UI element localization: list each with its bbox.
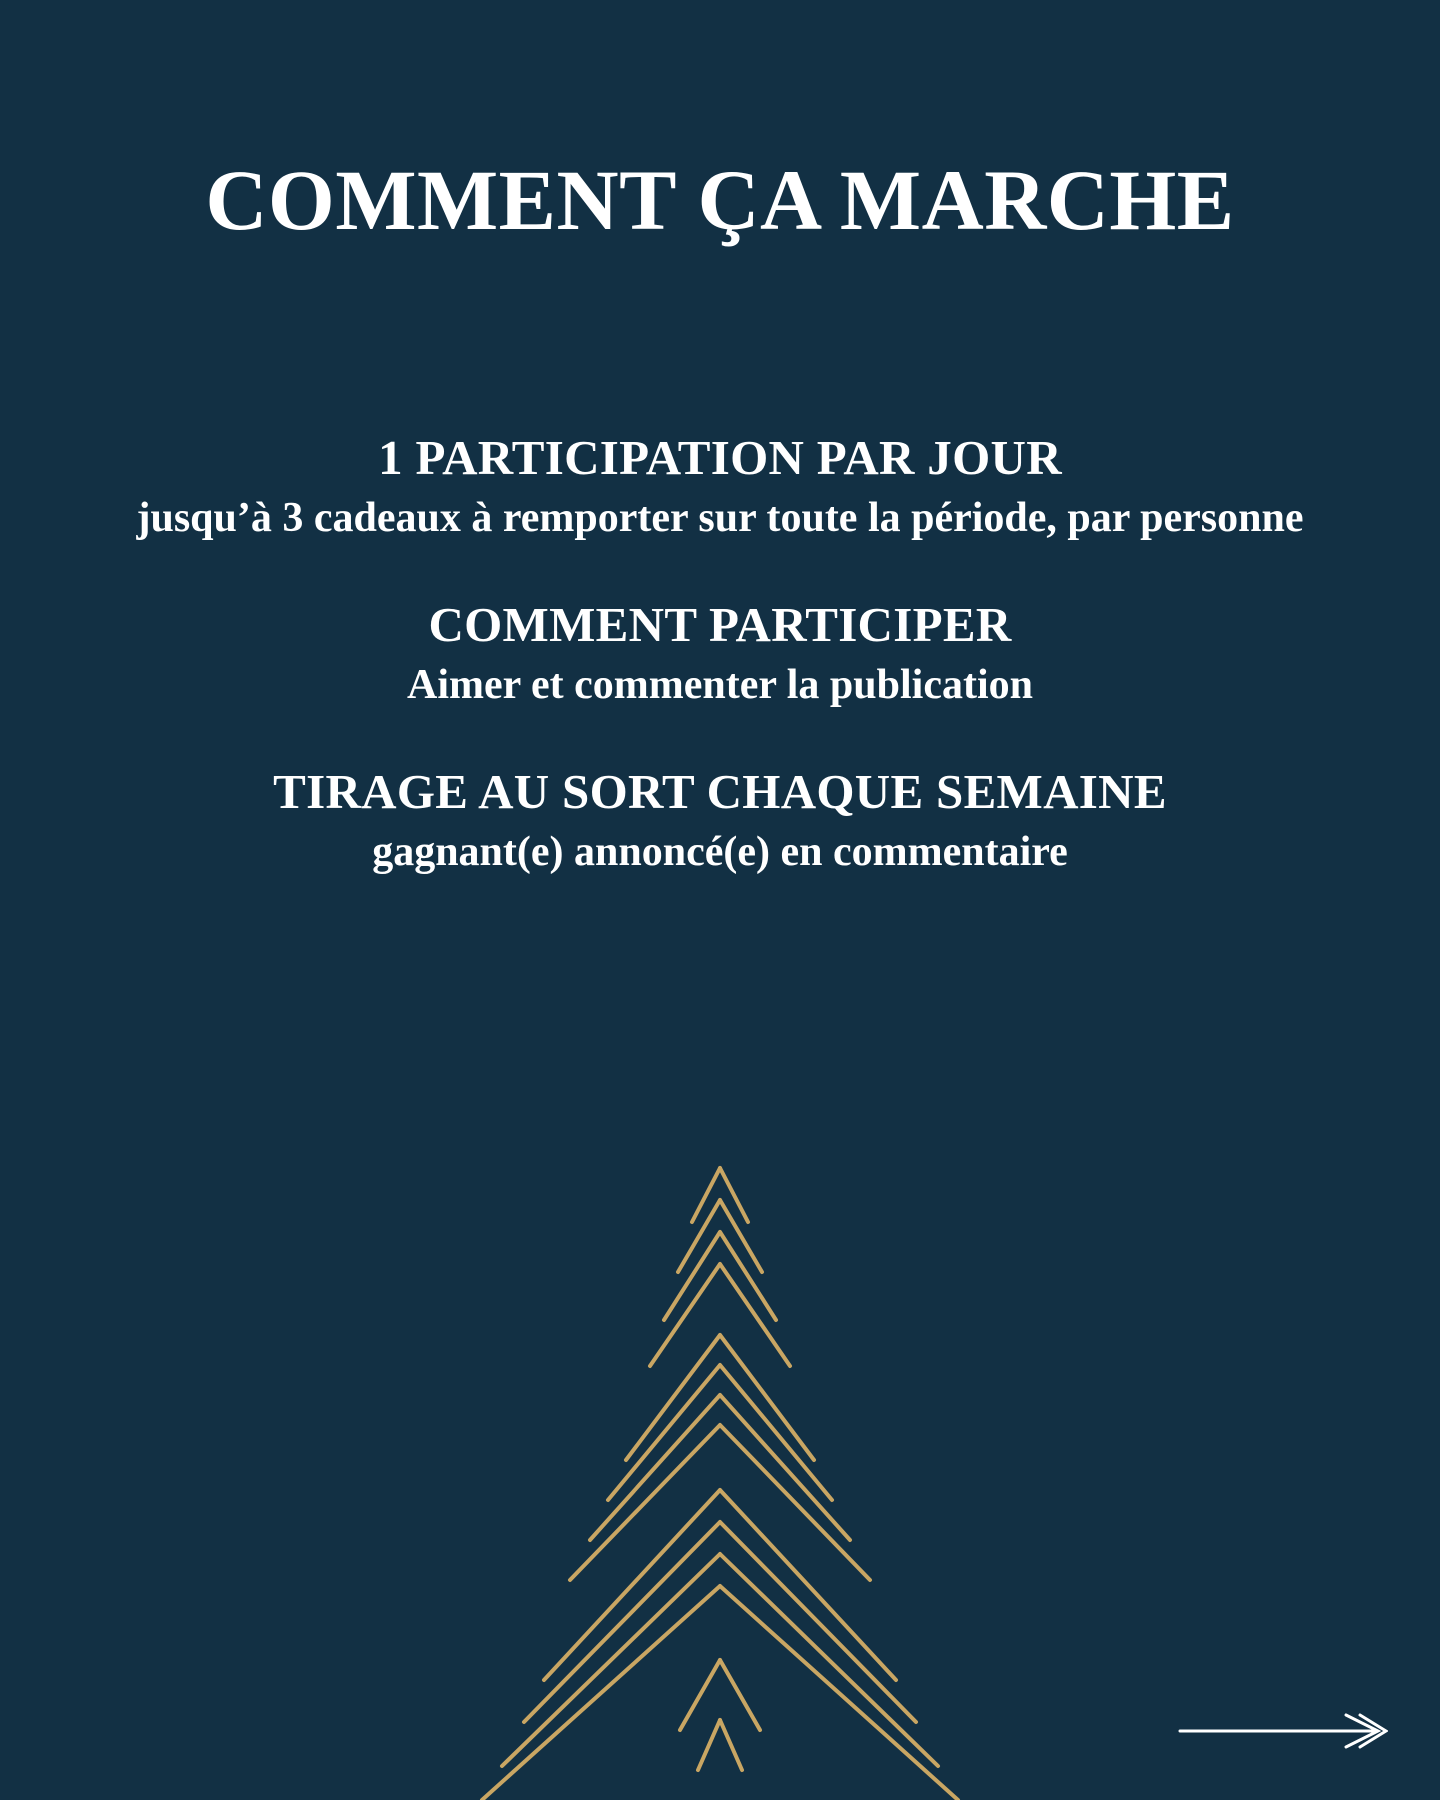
section-item bbox=[0, 430, 1440, 545]
section-subtext: Aimer et commenter la publication bbox=[406, 662, 1033, 709]
section-item bbox=[0, 764, 1440, 879]
section-subtext: jusqu’à 3 cadeaux à remporter sur toute la période, par personne bbox=[136, 495, 1304, 542]
arrow-right-icon[interactable] bbox=[1178, 1709, 1388, 1749]
section-heading: COMMENT PARTICIPER bbox=[428, 596, 1012, 652]
christmas-tree-icon bbox=[440, 1160, 1000, 1800]
page-title: COMMENT ÇA MARCHE bbox=[205, 152, 1235, 248]
section-heading: 1 PARTICIPATION PAR JOUR bbox=[378, 430, 1062, 485]
sections-list bbox=[0, 430, 1440, 879]
section-subtext: gagnant(e) annoncé(e) en commentaire bbox=[372, 829, 1068, 876]
section-heading: TIRAGE AU SORT CHAQUE SEMAINE bbox=[273, 763, 1167, 819]
section-item bbox=[0, 597, 1440, 712]
